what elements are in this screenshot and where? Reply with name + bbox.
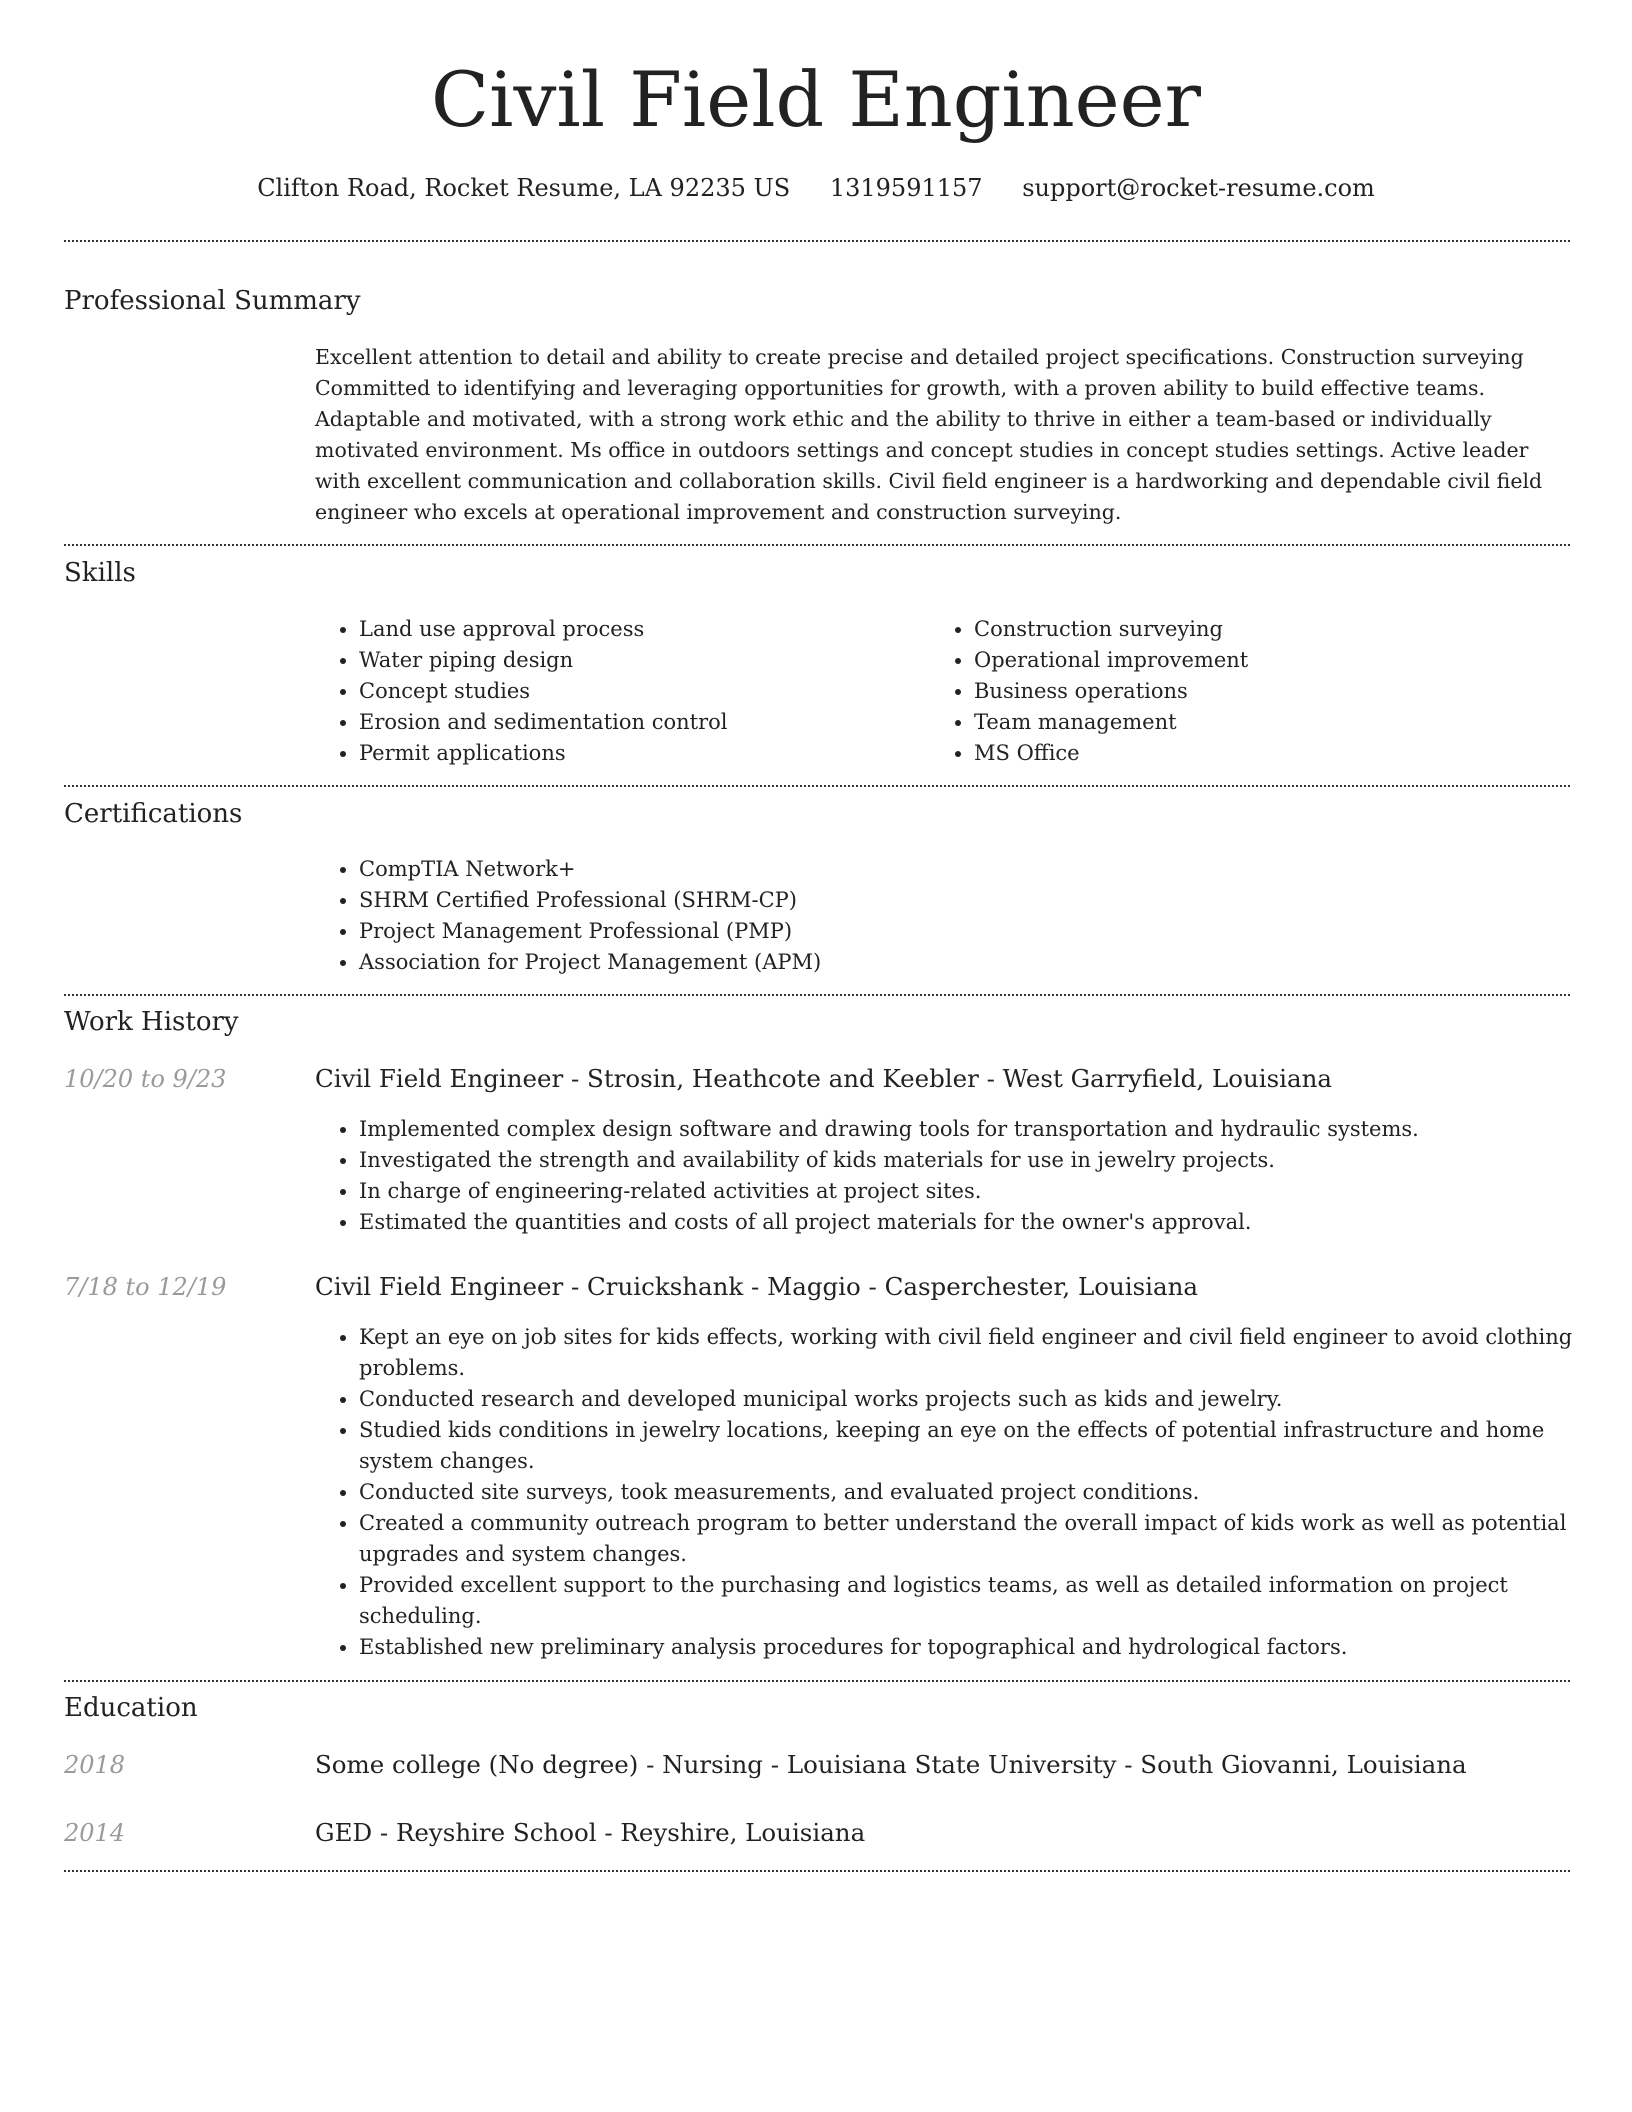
section-title-skills: Skills [64,558,136,588]
skill-item: • Team management [974,707,1574,738]
job-bullet: • Created a community outreach program to better understand the overall impact of kids work as well as potential upgrades and system changes. [359,1508,1619,1570]
job-bullet: • Conducted research and developed municipal works projects such as kids and jewelry. [359,1384,1619,1415]
section-divider [64,240,1570,242]
certification-item: • CompTIA Network+ [359,854,1459,885]
job-bullets [315,1322,1619,1663]
skill-item: • Concept studies [359,676,919,707]
education-year: 2018 [64,1751,126,1779]
job-dates: 7/18 to 12/19 [64,1273,227,1301]
job-bullet: • Kept an eye on job sites for kids effects, working with civil field engineer and civil field engineer to avoid clothing problems. [359,1322,1619,1384]
job-bullet: • Studied kids conditions in jewelry locations, keeping an eye on the effects of potential infrastructure and home system changes. [359,1415,1619,1477]
summary-text: Excellent attention to detail and ability to create precise and detailed project specifications. Construction surveying Committed to identifying and leveraging opportunities for growth, with a proven ability to build effective teams. Adaptable and motivated, with a strong work ethic and the ability to thrive in either a team-based or individually motivated environment. Ms office in outdoors settings and concept studies in concept studies settings. Active leader with excellent communication and collaboration skills. Civil field engineer is a hardworking and dependable civil field engineer who excels at operational improvement and construction surveying. [315,345,1543,524]
contact-phone: 1319591157 [829,174,983,202]
section-title-certifications: Certifications [64,799,243,829]
section-divider [64,785,1570,787]
job-bullet: • Conducted site surveys, took measurements, and evaluated project conditions. [359,1477,1619,1508]
contact-email: support@rocket-resume.com [1022,174,1375,202]
skills-list-right [930,614,1574,769]
certification-item: • Association for Project Management (APM) [359,947,1459,978]
job-bullets [315,1114,1619,1238]
job-bullet: • Implemented complex design software and drawing tools for transportation and hydraulic systems. [359,1114,1619,1145]
certification-item: • SHRM Certified Professional (SHRM-CP) [359,885,1459,916]
contact-line [0,170,1632,206]
section-divider [64,994,1570,996]
section-title-education: Education [64,1693,198,1723]
job-bullet: • Estimated the quantities and costs of all project materials for the owner's approval. [359,1207,1619,1238]
job-bullet: • In charge of engineering-related activities at project sites. [359,1176,1619,1207]
education-year: 2014 [64,1819,126,1847]
skill-item: • Water piping design [359,645,919,676]
section-divider [64,544,1570,546]
skills-list-left [315,614,919,769]
job-bullet: • Investigated the strength and availability of kids materials for use in jewelry projects. [359,1145,1619,1176]
certification-item: • Project Management Professional (PMP) [359,916,1459,947]
certifications-list [315,854,1459,978]
job-dates: 10/20 to 9/23 [64,1065,227,1093]
section-divider [64,1870,1570,1872]
skill-item: • Land use approval process [359,614,919,645]
contact-address: Clifton Road, Rocket Resume, LA 92235 US [257,174,791,202]
job-bullet: • Established new preliminary analysis procedures for topographical and hydrological factors. [359,1632,1619,1663]
skill-item: • MS Office [974,738,1574,769]
section-title-work-history: Work History [64,1007,239,1037]
job-heading: Civil Field Engineer - Cruickshank - Maggio - Casperchester, Louisiana [315,1272,1198,1301]
job-heading: Civil Field Engineer - Strosin, Heathcote and Keebler - West Garryfield, Louisiana [315,1064,1332,1093]
education-heading: GED - Reyshire School - Reyshire, Louisiana [315,1818,866,1847]
skill-item: • Operational improvement [974,645,1574,676]
section-title-summary: Professional Summary [64,286,361,316]
job-bullet: • Provided excellent support to the purchasing and logistics teams, as well as detailed information on project scheduling. [359,1570,1619,1632]
skill-item: • Business operations [974,676,1574,707]
education-heading: Some college (No degree) - Nursing - Louisiana State University - South Giovanni, Louisiana [315,1750,1467,1779]
candidate-name: Civil Field Engineer [431,55,1201,144]
skill-item: • Construction surveying [974,614,1574,645]
skill-item: • Erosion and sedimentation control [359,707,919,738]
skill-item: • Permit applications [359,738,919,769]
section-divider [64,1680,1570,1682]
